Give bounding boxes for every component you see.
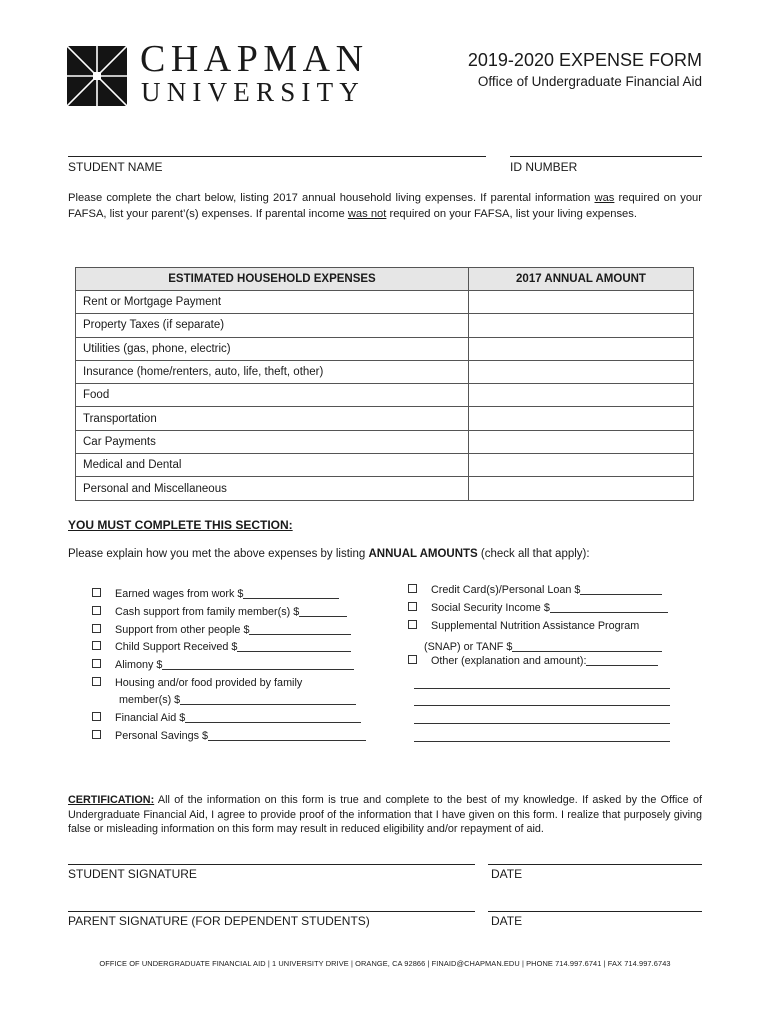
- checkbox[interactable]: [92, 677, 101, 686]
- option-credit-cards[interactable]: Credit Card(s)/Personal Loan $: [408, 583, 662, 597]
- expense-label: Insurance (home/renters, auto, life, theft, other): [76, 360, 469, 383]
- amount-cell[interactable]: [469, 454, 694, 477]
- expense-label: Property Taxes (if separate): [76, 314, 469, 337]
- expense-label: Food: [76, 384, 469, 407]
- checkbox[interactable]: [92, 641, 101, 650]
- option-housing-food[interactable]: Housing and/or food provided by family: [92, 676, 302, 690]
- option-child-support[interactable]: Child Support Received $: [92, 640, 351, 654]
- expense-label: Rent or Mortgage Payment: [76, 291, 469, 314]
- checkbox[interactable]: [92, 712, 101, 721]
- amount-cell[interactable]: [469, 314, 694, 337]
- table-row: [76, 337, 694, 360]
- option-cash-support[interactable]: Cash support from family member(s) $: [92, 605, 347, 619]
- table-row: [76, 360, 694, 383]
- amount-cell[interactable]: [469, 430, 694, 453]
- parent-date-field[interactable]: [488, 911, 702, 912]
- student-date-label: DATE: [491, 867, 523, 881]
- amount-blank[interactable]: [586, 654, 658, 666]
- form-subtitle: Office of Undergraduate Financial Aid: [477, 74, 702, 89]
- amount-blank[interactable]: [580, 583, 662, 595]
- option-earned-wages[interactable]: Earned wages from work $: [92, 587, 339, 601]
- amount-cell[interactable]: [469, 384, 694, 407]
- id-number-field[interactable]: [510, 156, 702, 157]
- expense-label: Utilities (gas, phone, electric): [76, 337, 469, 360]
- amount-cell[interactable]: [469, 477, 694, 500]
- parent-signature-label: PARENT SIGNATURE (FOR DEPENDENT STUDENTS): [68, 914, 370, 928]
- student-date-field[interactable]: [488, 864, 702, 865]
- table-row: [76, 477, 694, 500]
- amount-blank[interactable]: [180, 693, 356, 705]
- amount-cell[interactable]: [469, 291, 694, 314]
- id-number-label: ID NUMBER: [510, 160, 578, 174]
- option-support-other-people[interactable]: Support from other people $: [92, 623, 351, 637]
- amount-blank[interactable]: [243, 587, 339, 599]
- parent-date-label: DATE: [491, 914, 523, 928]
- parent-signature-field[interactable]: [68, 911, 475, 912]
- amount-blank[interactable]: [299, 605, 347, 617]
- amount-blank[interactable]: [237, 640, 351, 652]
- certification-paragraph: CERTIFICATION: All of the information on this form is true and complete to the best of my knowledge. If asked by the Office of Undergraduate Financial Aid, I agree to provide proof of the information that I have given on this form. I realize that purposely giving false or misleading information on this form may result in reduced eligibility and/or repayment of aid.: [68, 794, 702, 835]
- logo-wordmark-university: UNIVERSITY: [141, 77, 365, 107]
- amount-cell[interactable]: [469, 337, 694, 360]
- checkbox[interactable]: [92, 659, 101, 668]
- chapman-window-logo-icon: [67, 46, 127, 106]
- student-name-label: STUDENT NAME: [68, 160, 163, 174]
- amount-blank[interactable]: [512, 640, 662, 652]
- expense-label: Car Payments: [76, 430, 469, 453]
- other-explanation-line[interactable]: [414, 741, 670, 742]
- logo-wordmark-chapman: CHAPMAN: [140, 38, 369, 80]
- amount-blank[interactable]: [162, 658, 354, 670]
- option-housing-food-line2: member(s) $: [119, 693, 356, 707]
- checkbox[interactable]: [408, 584, 417, 593]
- amount-cell[interactable]: [469, 407, 694, 430]
- table-row: [76, 407, 694, 430]
- other-explanation-line[interactable]: [414, 688, 670, 689]
- table-row: [76, 314, 694, 337]
- table-row: [76, 454, 694, 477]
- checkbox[interactable]: [92, 624, 101, 633]
- option-other[interactable]: Other (explanation and amount):: [408, 654, 658, 668]
- table-row: [76, 384, 694, 407]
- section-title: YOU MUST COMPLETE THIS SECTION:: [68, 518, 293, 532]
- expense-label: Medical and Dental: [76, 454, 469, 477]
- checkbox[interactable]: [408, 620, 417, 629]
- option-snap-tanf-line2: (SNAP) or TANF $: [424, 640, 662, 654]
- option-social-security[interactable]: Social Security Income $: [408, 601, 668, 615]
- amount-blank[interactable]: [185, 711, 361, 723]
- student-signature-field[interactable]: [68, 864, 475, 865]
- section-lead: Please explain how you met the above expenses by listing ANNUAL AMOUNTS (check all that apply):: [68, 548, 590, 560]
- checkbox[interactable]: [408, 602, 417, 611]
- amount-column-header: 2017 ANNUAL AMOUNT: [469, 268, 694, 291]
- option-alimony[interactable]: Alimony $: [92, 658, 354, 672]
- expense-label: Transportation: [76, 407, 469, 430]
- amount-cell[interactable]: [469, 360, 694, 383]
- expense-table: [75, 267, 694, 501]
- checkbox[interactable]: [92, 606, 101, 615]
- student-signature-label: STUDENT SIGNATURE: [68, 867, 197, 881]
- expense-column-header: ESTIMATED HOUSEHOLD EXPENSES: [76, 268, 469, 291]
- expense-label: Personal and Miscellaneous: [76, 477, 469, 500]
- amount-blank[interactable]: [208, 729, 366, 741]
- checkbox[interactable]: [408, 655, 417, 664]
- footer-contact: OFFICE OF UNDERGRADUATE FINANCIAL AID | 1 UNIVERSITY DRIVE | ORANGE, CA 92866 | FINAID@CHAPMAN.EDU | PHONE 714.997.6741 | FAX 714.997.6743: [99, 959, 671, 968]
- amount-blank[interactable]: [550, 601, 668, 613]
- other-explanation-line[interactable]: [414, 705, 670, 706]
- checkbox[interactable]: [92, 730, 101, 739]
- form-title: 2019-2020 EXPENSE FORM: [467, 50, 702, 70]
- option-financial-aid[interactable]: Financial Aid $: [92, 711, 361, 725]
- option-personal-savings[interactable]: Personal Savings $: [92, 729, 366, 743]
- table-row: [76, 430, 694, 453]
- student-name-field[interactable]: [68, 156, 486, 157]
- checkbox[interactable]: [92, 588, 101, 597]
- instructions-paragraph: Please complete the chart below, listing 2017 annual household living expenses. If parental information was required on your FAFSA, list your parent’(s) expenses. If parental income was not required on your FAFSA, list your living expenses.: [68, 192, 702, 220]
- table-row: [76, 291, 694, 314]
- option-snap-tanf[interactable]: Supplemental Nutrition Assistance Program: [408, 619, 639, 633]
- amount-blank[interactable]: [249, 623, 351, 635]
- other-explanation-line[interactable]: [414, 723, 670, 724]
